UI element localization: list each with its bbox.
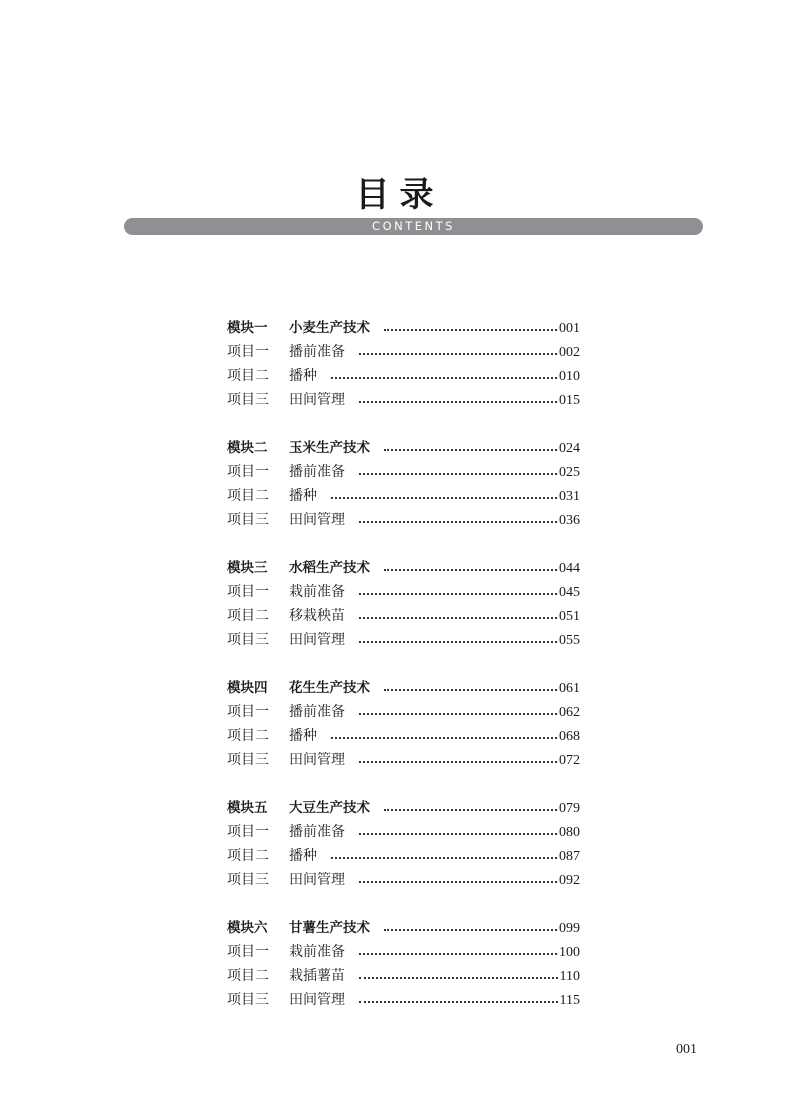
item-title: 播种 — [289, 728, 317, 744]
module-label: 模块四 — [227, 680, 268, 696]
item-label: 项目二 — [227, 848, 269, 864]
toc-module — [227, 436, 580, 532]
dot-leader — [359, 833, 557, 835]
table-of-contents — [227, 316, 580, 1036]
item-title: 田间管理 — [289, 512, 345, 528]
dot-leader — [384, 449, 557, 451]
toc-module — [227, 916, 580, 1012]
item-title: 移栽秧苗 — [289, 608, 345, 624]
module-title: 大豆生产技术 — [289, 800, 370, 816]
page-ref: 115 — [559, 993, 580, 1008]
page-ref: 072 — [559, 753, 580, 768]
toc-entry[interactable] — [227, 508, 580, 532]
module-label: 模块三 — [227, 560, 268, 576]
item-title: 栽插薯苗 — [289, 968, 345, 984]
item-title: 播前准备 — [289, 704, 345, 720]
dot-leader — [384, 929, 557, 931]
item-label: 项目三 — [227, 872, 269, 888]
item-title: 播种 — [289, 488, 317, 504]
page-ref: 045 — [559, 585, 580, 600]
item-label: 项目二 — [227, 368, 269, 384]
page-ref: 080 — [559, 825, 580, 840]
toc-entry[interactable] — [227, 844, 580, 868]
toc-entry[interactable] — [227, 868, 580, 892]
item-label: 项目三 — [227, 632, 269, 648]
item-label: 项目二 — [227, 728, 269, 744]
dot-leader — [359, 521, 557, 523]
page-ref: 024 — [559, 441, 580, 456]
dot-leader — [359, 761, 557, 763]
page-ref: 044 — [559, 561, 580, 576]
toc-entry[interactable] — [227, 964, 580, 988]
page-number: 001 — [676, 1042, 697, 1057]
item-title: 播种 — [289, 848, 317, 864]
item-title: 栽前准备 — [289, 944, 345, 960]
item-label: 项目三 — [227, 992, 269, 1008]
page-ref: 099 — [559, 921, 580, 936]
module-title: 水稻生产技术 — [289, 560, 370, 576]
dot-leader — [359, 353, 557, 355]
page-ref: 025 — [559, 465, 580, 480]
item-title: 田间管理 — [289, 872, 345, 888]
toc-entry[interactable] — [227, 340, 580, 364]
module-title: 玉米生产技术 — [289, 440, 370, 456]
toc-module-heading[interactable] — [227, 796, 580, 820]
module-label: 模块二 — [227, 440, 268, 456]
dot-leader — [359, 953, 557, 955]
item-label: 项目三 — [227, 752, 269, 768]
dot-leader — [359, 617, 557, 619]
module-title: 小麦生产技术 — [289, 320, 370, 336]
dot-leader — [359, 473, 557, 475]
toc-entry[interactable] — [227, 628, 580, 652]
page-ref: 010 — [559, 369, 580, 384]
dot-leader — [359, 593, 557, 595]
toc-entry[interactable] — [227, 748, 580, 772]
item-label: 项目三 — [227, 392, 269, 408]
item-label: 项目一 — [227, 704, 269, 720]
item-label: 项目一 — [227, 824, 269, 840]
page-ref: 092 — [559, 873, 580, 888]
toc-entry[interactable] — [227, 484, 580, 508]
dot-leader — [359, 713, 557, 715]
module-label: 模块一 — [227, 320, 268, 336]
item-label: 项目二 — [227, 968, 269, 984]
toc-entry[interactable] — [227, 580, 580, 604]
dot-leader — [359, 641, 557, 643]
page-ref: 051 — [559, 609, 580, 624]
toc-entry[interactable] — [227, 700, 580, 724]
dot-leader — [384, 569, 557, 571]
page-ref: 068 — [559, 729, 580, 744]
toc-entry[interactable] — [227, 364, 580, 388]
dot-leader — [331, 737, 557, 739]
toc-entry[interactable] — [227, 460, 580, 484]
page-ref: 001 — [559, 321, 580, 336]
item-title: 播前准备 — [289, 344, 345, 360]
item-label: 项目一 — [227, 944, 269, 960]
item-label: 项目一 — [227, 464, 269, 480]
toc-entry[interactable] — [227, 940, 580, 964]
page-ref: 002 — [559, 345, 580, 360]
page-ref: 087 — [559, 849, 580, 864]
toc-module — [227, 796, 580, 892]
page-ref: 100 — [559, 945, 580, 960]
dot-leader — [384, 329, 557, 331]
toc-module-heading[interactable] — [227, 436, 580, 460]
dot-leader — [359, 1001, 558, 1003]
page-title: 目录 — [355, 175, 444, 215]
page-ref: 031 — [559, 489, 580, 504]
dot-leader — [359, 977, 558, 979]
toc-module-heading[interactable] — [227, 676, 580, 700]
page-ref: 055 — [559, 633, 580, 648]
toc-entry[interactable] — [227, 388, 580, 412]
dot-leader — [331, 497, 557, 499]
item-title: 田间管理 — [289, 752, 345, 768]
toc-module-heading[interactable] — [227, 556, 580, 580]
item-title: 田间管理 — [289, 392, 345, 408]
toc-module — [227, 676, 580, 772]
item-label: 项目二 — [227, 608, 269, 624]
module-title: 甘薯生产技术 — [289, 920, 370, 936]
toc-module — [227, 556, 580, 652]
page-ref: 061 — [559, 681, 580, 696]
item-title: 田间管理 — [289, 992, 345, 1008]
item-label: 项目二 — [227, 488, 269, 504]
item-label: 项目一 — [227, 344, 269, 360]
page-ref: 110 — [559, 969, 580, 984]
toc-entry[interactable] — [227, 724, 580, 748]
page-subtitle: CONTENTS — [372, 219, 455, 233]
item-title: 播种 — [289, 368, 317, 384]
dot-leader — [359, 401, 557, 403]
page-ref: 062 — [559, 705, 580, 720]
module-label: 模块六 — [227, 920, 268, 936]
dot-leader — [384, 689, 557, 691]
item-label: 项目一 — [227, 584, 269, 600]
page-ref: 079 — [559, 801, 580, 816]
dot-leader — [331, 857, 557, 859]
page-ref: 015 — [559, 393, 580, 408]
page-ref: 036 — [559, 513, 580, 528]
item-title: 播前准备 — [289, 824, 345, 840]
dot-leader — [384, 809, 557, 811]
contents-banner — [124, 218, 703, 235]
item-title: 田间管理 — [289, 632, 345, 648]
toc-entry[interactable] — [227, 604, 580, 628]
dot-leader — [331, 377, 557, 379]
toc-entry[interactable] — [227, 988, 580, 1012]
dot-leader — [359, 881, 557, 883]
toc-entry[interactable] — [227, 820, 580, 844]
toc-module-heading[interactable] — [227, 316, 580, 340]
toc-module — [227, 316, 580, 412]
module-label: 模块五 — [227, 800, 268, 816]
module-title: 花生生产技术 — [289, 680, 370, 696]
item-title: 栽前准备 — [289, 584, 345, 600]
item-title: 播前准备 — [289, 464, 345, 480]
toc-module-heading[interactable] — [227, 916, 580, 940]
item-label: 项目三 — [227, 512, 269, 528]
